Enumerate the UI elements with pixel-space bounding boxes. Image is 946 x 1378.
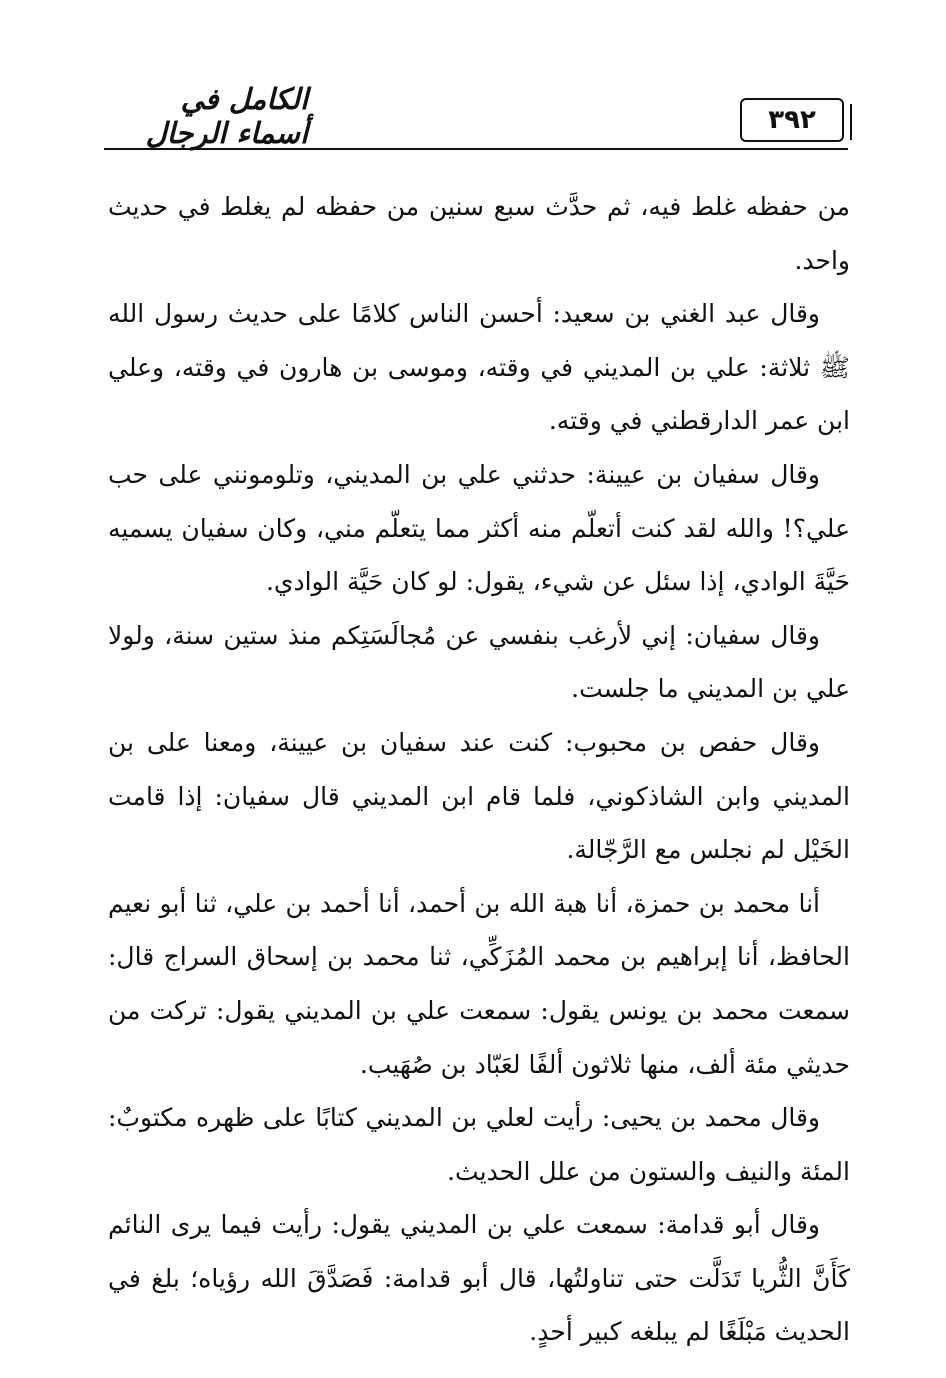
page-number: ٣٩٢ <box>740 98 844 142</box>
paragraph: وقال سفيان: إني لأرغب بنفسي عن مُجالَسَتِكم منذ ستين سنة، ولولا علي بن المديني ما جلست. <box>108 620 850 704</box>
paragraph: وقال أبو قدامة: سمعت علي بن المديني يقول: رأيت فيما يرى النائم كَأَنَّ الثُّريا تَدَلَّت حتى تناولتُها، قال أبو قدامة: فَصَدَّقَ الله رؤياه؛ بلغ في الحديث مَبْلَغًا لم يبلغه كبير أحدٍ. <box>108 1210 850 1347</box>
paragraph-continuation: من حفظه غلط فيه، ثم حدَّث سبع سنين من حفظه لم يغلط في حديث واحد. <box>108 192 850 275</box>
body-text <box>108 180 850 1359</box>
paragraph: وقال سفيان بن عيينة: حدثني علي بن المديني، وتلومونني على حب علي؟! والله لقد كنت أتعلّم منه أكثر مما يتعلّم مني، وكان سفيان يسميه حَيَّةَ الوادي، إذا سئل عن شيء، يقول: لو كان حَيَّة الوادي. <box>108 459 850 597</box>
paragraph: وقال عبد الغني بن سعيد: أحسن الناس كلامًا على حديث رسول الله ﷺ ثلاثة: علي بن المديني في وقته، وموسى بن هارون في وقته، وعلي ابن عمر الدارقطني في وقته. <box>108 299 850 436</box>
paragraph: وقال محمد بن يحيى: رأيت لعلي بن المديني كتابًا على ظهره مكتوبٌ: المئة والنيف والستون من علل الحديث. <box>108 1103 850 1186</box>
book-title: الكامل في أسماء الرجال <box>145 82 308 150</box>
paragraph: وقال حفص بن محبوب: كنت عند سفيان بن عيينة، ومعنا على بن المديني وابن الشاذكوني، فلما قام ابن المديني قال سفيان: إذا قامت الخَيْل لم نجلس مع الرَّجّالة. <box>108 727 850 865</box>
paragraph: أنا محمد بن حمزة، أنا هبة الله بن أحمد، أنا أحمد بن علي، ثنا أبو نعيم الحافظ، أنا إبراهيم بن محمد المُزَكِّي، ثنا محمد بن إسحاق السراج قال: سمعت محمد بن يونس يقول: سمعت علي بن المديني يقول: تركت من حديثي مئة ألف، منها ثلاثون ألفًا لعَبّاد بن صُهَيب. <box>108 888 850 1079</box>
header-rule <box>104 148 848 150</box>
page-header <box>104 82 848 150</box>
